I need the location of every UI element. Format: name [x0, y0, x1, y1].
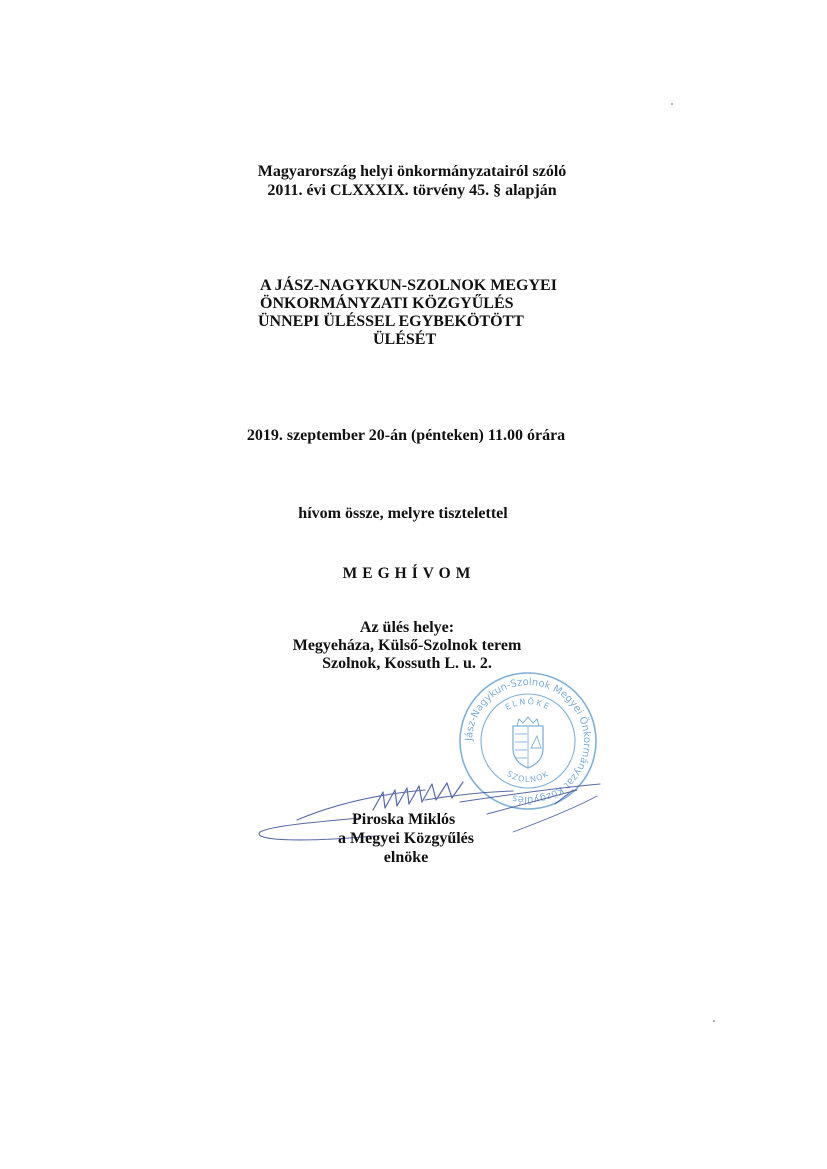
meeting-title-line-2: ÖNKORMÁNYZATI KÖZGYŰLÉS — [260, 295, 514, 312]
signatory-name: Piroska Miklós — [352, 811, 456, 828]
scan-speck — [713, 1020, 715, 1022]
meeting-title-line-3: ÜNNEPI ÜLÉSSEL EGYBEKÖTÖTT — [258, 313, 524, 330]
legal-basis-line-2: 2011. évi CLXXXIX. törvény 45. § alapján — [267, 182, 557, 199]
meeting-title-line-4: ÜLÉSÉT — [373, 331, 437, 348]
legal-basis-line-1: Magyarország helyi önkormányzatairól szóló — [257, 163, 567, 180]
stamp-bottom-text: SZOLNOK — [505, 769, 551, 785]
signatory-body: a Megyei Közgyűlés — [338, 830, 474, 847]
signatory-role: elnöke — [383, 849, 429, 866]
stamp-top-text: ELNÖKE — [503, 696, 553, 713]
scan-speck — [671, 103, 673, 105]
venue-address: Szolnok, Kossuth L. u. 2. — [322, 655, 492, 672]
meeting-title-line-1: A JÁSZ-NAGYKUN-SZOLNOK MEGYEI — [260, 277, 557, 294]
invitation-heading: MEGHÍVOM — [342, 565, 476, 582]
meeting-datetime: 2019. szeptember 20-án (pénteken) 11.00 órára — [246, 427, 566, 444]
venue-heading: Az ülés helye: — [359, 619, 455, 636]
stamp-outer-text: Jász-Nagykun-Szolnok Megyei Önkormányzat Közgyűlés — [463, 676, 593, 806]
venue-building: Megyeháza, Külső-Szolnok terem — [292, 637, 522, 654]
convene-text: hívom össze, melyre tisztelettel — [298, 505, 508, 522]
